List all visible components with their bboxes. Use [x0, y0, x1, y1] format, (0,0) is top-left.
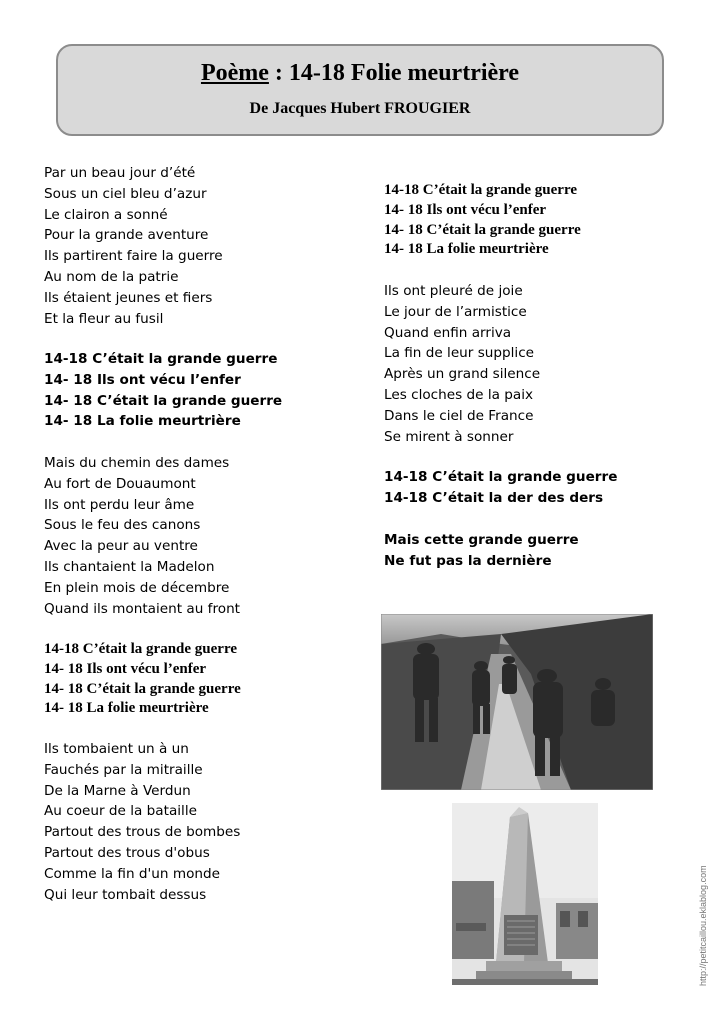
verse-line: Sous le feu des canons — [44, 517, 201, 534]
chorus-line: 14- 18 La folie meurtrière — [44, 413, 241, 430]
stanza-chorus-1 — [44, 349, 282, 432]
verse-line: Pour la grande aventure — [44, 227, 209, 244]
verse-line: Après un grand silence — [384, 366, 541, 383]
stanza-verse-2 — [44, 453, 240, 619]
verse-line: En plein mois de décembre — [44, 579, 230, 596]
title-rest: : 14-18 Folie meurtrière — [268, 60, 520, 86]
verse-line: De la Marne à Verdun — [44, 782, 191, 799]
verse-line: Ils étaient jeunes et fiers — [44, 289, 213, 306]
verse-line: Qui leur tombait dessus — [44, 886, 207, 903]
chorus-line: 14- 18 C’était la grande guerre — [384, 221, 581, 238]
war-memorial-photo — [452, 803, 598, 985]
chorus-line: 14- 18 Ils ont vécu l’enfer — [44, 371, 241, 388]
verse-line: Ils ont pleuré de joie — [384, 283, 523, 299]
title-word: Poème — [200, 60, 269, 86]
verse-line: Et la fleur au fusil — [44, 310, 164, 327]
verse-line: Sous un ciel bleu d’azur — [44, 185, 207, 202]
verse-line: Comme la fin d'un monde — [44, 865, 220, 882]
verse-line: Avec la peur au ventre — [44, 538, 198, 555]
verse-line: Ils chantaient la Madelon — [44, 558, 215, 575]
chorus-line: 14-18 C’était la grande guerre — [384, 469, 618, 485]
verse-line: Le clairon a sonné — [44, 206, 168, 223]
chorus-line: 14-18 C’était la grande guerre — [44, 351, 278, 367]
chorus-line: 14- 18 La folie meurtrière — [384, 241, 549, 258]
verse-line: Mais du chemin des dames — [44, 455, 230, 471]
poem-title — [58, 60, 662, 87]
verse-line: Par un beau jour d’été — [44, 165, 196, 181]
verse-line: Au nom de la patrie — [44, 268, 179, 285]
verse-line: Partout des trous d'obus — [44, 844, 210, 861]
verse-line: Se mirent à sonner — [384, 428, 514, 445]
chorus-line: 14- 18 C’était la grande guerre — [44, 392, 283, 409]
verse-line: Ils tombaient un à un — [44, 741, 189, 757]
ending-line: Ne fut pas la dernière — [384, 552, 552, 569]
verse-line: La fin de leur supplice — [384, 345, 535, 362]
soldiers-trench-photo — [381, 614, 653, 790]
site-watermark — [694, 828, 710, 988]
chorus-line: 14- 18 La folie meurtrière — [44, 700, 209, 717]
verse-line: Partout des trous de bombes — [44, 824, 241, 841]
title-box — [56, 44, 664, 136]
verse-line: Les cloches de la paix — [384, 386, 534, 403]
verse-line: Quand enfin arriva — [384, 324, 512, 341]
verse-line: Fauchés par la mitraille — [44, 761, 203, 778]
verse-line: Dans le ciel de France — [384, 407, 534, 424]
stanza-final-chorus — [384, 467, 617, 509]
chorus-line: 14- 18 Ils ont vécu l’enfer — [44, 660, 207, 677]
stanza-ending — [384, 530, 579, 572]
poem-author: De Jacques Hubert FROUGIER — [249, 100, 471, 117]
chorus-line: 14-18 C’était la grande guerre — [384, 182, 578, 198]
verse-line: Au coeur de la bataille — [44, 803, 197, 820]
stanza-verse-1 — [44, 163, 223, 329]
stanza-verse-3 — [44, 739, 240, 905]
verse-line: Ils ont perdu leur âme — [44, 496, 195, 513]
verse-line: Le jour de l’armistice — [384, 303, 527, 320]
stanza-chorus-2 — [44, 640, 241, 719]
watermark-text: http://petitcaillou.eklablog.com — [698, 865, 708, 986]
verse-line: Quand ils montaient au front — [44, 600, 241, 617]
ending-line: Mais cette grande guerre — [384, 532, 579, 548]
chorus-line: 14-18 C’était la der des ders — [384, 489, 604, 506]
chorus-line: 14-18 C’était la grande guerre — [44, 641, 238, 657]
verse-line: Au fort de Douaumont — [44, 475, 196, 492]
chorus-line: 14- 18 C’était la grande guerre — [44, 680, 241, 697]
stanza-chorus-3 — [384, 181, 581, 260]
verse-line: Ils partirent faire la guerre — [44, 248, 223, 265]
stanza-verse-4 — [384, 281, 540, 447]
chorus-line: 14- 18 Ils ont vécu l’enfer — [384, 201, 547, 218]
